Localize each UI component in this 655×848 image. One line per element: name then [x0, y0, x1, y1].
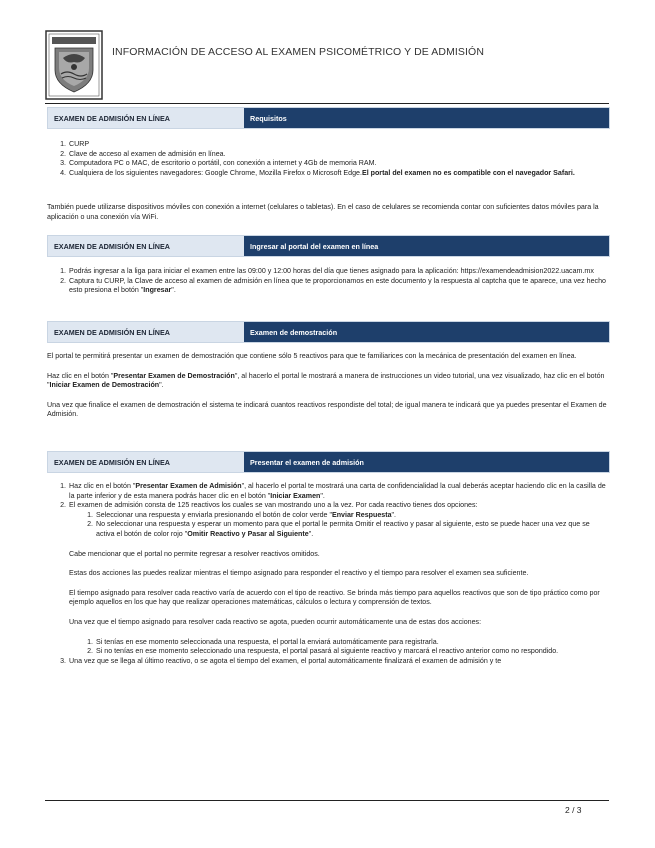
sub-list-item: 1. Seleccionar una respuesta y enviarla presionando el botón de color verde "Enviar Respuesta".: [95, 511, 609, 521]
footer-divider: [45, 800, 609, 801]
section-label: EXAMEN DE ADMISIÓN EN LÍNEA: [48, 108, 244, 128]
header-divider: [45, 103, 609, 104]
sub-list-item: 1. Si tenías en ese momento seleccionada una respuesta, el portal la enviará automáticamente para registrarla.: [95, 638, 609, 648]
list-item: 1. CURP: [68, 140, 609, 150]
section-title: Requisitos: [244, 108, 609, 128]
section-header-ingresar: [47, 235, 610, 257]
presentar-list: [47, 482, 609, 666]
section-header-presentar: [47, 451, 610, 473]
sub-list-item: 2. No seleccionar una respuesta y esperar un momento para que el portal le permita Omitir el reactivo y pasar al siguiente, esto se puede hacer una vez que se activa el botón de color rojo "Omitir Reactivo y Pasar al Siguiente".: [95, 520, 609, 539]
requisitos-content: [47, 140, 609, 178]
list-item: 1. Podrás ingresar a la liga para iniciar el examen entre las 09:00 y 12:00 horas del día que tienes asignado para la aplicación: https://examendeadmision2022.uacam.mx: [68, 267, 609, 277]
list-item: 3. Una vez que se llega al último reactivo, o se agota el tiempo del examen, el portal automáticamente finalizará el examen de admisión y te: [68, 657, 609, 667]
section-title: Ingresar al portal del examen en línea: [244, 236, 609, 256]
university-seal-logo: [45, 30, 103, 100]
section-title: Presentar el examen de admisión: [244, 452, 609, 472]
section-header-demostracion: [47, 321, 610, 343]
list-item: 2. Clave de acceso al examen de admisión en línea.: [68, 150, 609, 160]
document-title: INFORMACIÓN DE ACCESO AL EXAMEN PSICOMÉTRICO Y DE ADMISIÓN: [112, 46, 485, 58]
presentar-content: [47, 482, 609, 666]
sub-list: [69, 638, 609, 657]
list-item: 1. Haz clic en el botón "Presentar Examen de Admisión", al hacerlo el portal te mostrará una carta de confidencialidad la cual deberás aceptar haciendo clic en la casilla de la parte inferior y de esta manera podrás hacer clic en el botón "Iniciar Examen".: [68, 482, 609, 501]
section-header-requisitos: [47, 107, 610, 129]
requisitos-list: [47, 140, 609, 178]
section-label: EXAMEN DE ADMISIÓN EN LÍNEA: [48, 236, 244, 256]
section-label: EXAMEN DE ADMISIÓN EN LÍNEA: [48, 452, 244, 472]
list-item: 4. Cualquiera de los siguientes navegadores: Google Chrome, Mozilla Firefox o Microsoft Edge.El portal del examen no es compatible con el navegador Safari.: [68, 169, 609, 179]
page-number: 2 / 3: [565, 805, 582, 815]
sub-list-item: 2. Si no tenías en ese momento seleccionado una respuesta, el portal pasará al siguiente reactivo y marcará el reactivo anterior como no respondido.: [95, 647, 609, 657]
list-item: 2. Captura tu CURP, la Clave de acceso al examen de admisión en línea que te proporcionamos en este documento y la respuesta al captcha que te aparece, una vez hecho esto presiona el botón "Ingresar".: [68, 277, 609, 296]
section-title: Examen de demostración: [244, 322, 609, 342]
list-item: 3. Computadora PC o MAC, de escritorio o portátil, con conexión a internet y 4Gb de memoria RAM.: [68, 159, 609, 169]
sub-list: [69, 511, 609, 540]
requisitos-paragraph: También puede utilizarse dispositivos móviles con conexión a internet (celulares o tabletas). En el caso de celulares se recomienda contar con suficientes datos móviles para la aplicación o una conexión vía WiFi.: [47, 203, 599, 221]
demostracion-content: El portal te permitirá presentar un examen de demostración que contiene sólo 5 reactivos para que te familiarices con la mecánica de presentación del examen en línea. Haz clic en el botón "Presentar Examen de Demostración", al hacerlo el portal le mostrará a manera de instrucciones un video tutorial, una vez visualizado, haz clic en el botón "Iniciar Examen de Demostración". Una vez que finalice el examen de demostración el sistema te indicará cuantos reactivos respondiste del total; de igual manera te indicará que ya puedes presentar el Examen de Admisión.: [47, 352, 607, 419]
ingresar-list: [47, 267, 609, 296]
list-item: 2. El examen de admisión consta de 125 reactivos los cuales se van mostrando uno a la vez. Por cada reactivo tienes dos opciones: 1. Seleccionar una respuesta y enviarla presionando el botón de color verde "Enviar Respuesta". 2. No seleccionar una respuesta y esperar un momento para que el portal le permita Omitir el reactivo y pasar al siguiente, esto se puede hacer una vez que se activa el botón de color rojo "Omitir Reactivo y Pasar al Siguiente". Cabe mencionar que el portal no permite regresar a resolver reactivos omitidos. Estas dos acciones las puedes realizar mientras el tiempo asignado para responder el reactivo y el tiempo para resolver el examen sea suficiente. El tiempo asignado para resolver cada reactivo varía de acuerdo con el tipo de reactivo. Se brinda más tiempo para aquellos reactivos que son de tipo práctico como por ejemplo aquellos en los que hay que realizar operaciones matemáticas, cálculos o lectura y comprensión de textos. Una vez que el tiempo asignado para resolver cada reactivo se agota, pueden ocurrir automáticamente una de estas dos acciones: 1. Si tenías en ese momento seleccionada una respuesta, el portal la enviará automáticamente para registrarla. 2. Si no tenías en ese momento seleccionado una respuesta, el portal pasará al siguiente reactivo y marcará el reactivo anterior como no respondido.: [68, 501, 609, 657]
section-label: EXAMEN DE ADMISIÓN EN LÍNEA: [48, 322, 244, 342]
ingresar-content: [47, 267, 609, 296]
